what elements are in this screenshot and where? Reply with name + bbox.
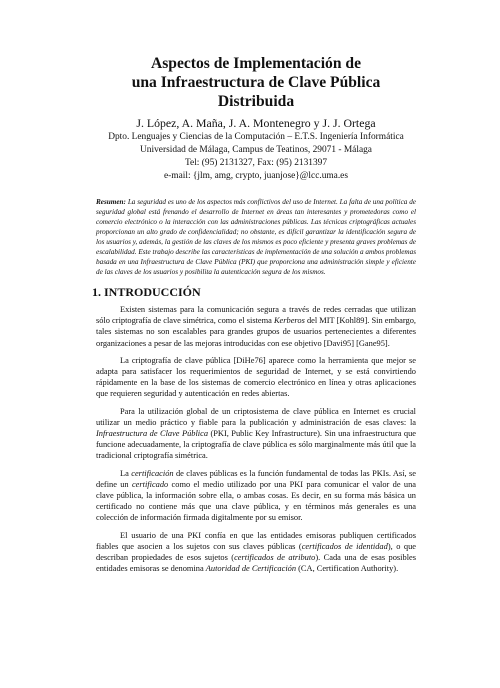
paragraph-emphasis: Kerberos <box>273 316 305 326</box>
paragraph-text: Existen sistemas para la comunicación segura a través de redes cerradas que utilizan sólo criptografía de clave simétrica, como el sistema <box>96 305 416 326</box>
paragraph-text: de claves públicas es la función fundamental de todas las PKIs. Así, se define un <box>96 468 416 489</box>
abstract <box>96 197 416 277</box>
affiliation-department: Dpto. Lenguajes y Ciencias de la Computación – E.T.S. Ingeniería Informática <box>108 132 404 142</box>
affiliation-phone: Tel: (95) 2131327, Fax: (95) 2131397 <box>184 158 328 168</box>
paragraph-5 <box>96 530 416 575</box>
title-line-2: una Infraestructura de Clave Pública Distribuida <box>131 74 381 110</box>
paragraph-4 <box>96 468 416 524</box>
section-title: INTRODUCCIÓN <box>104 285 201 299</box>
paragraph-text: La <box>120 468 132 478</box>
affiliation-block <box>96 131 416 183</box>
paragraph-emphasis: certificación <box>131 468 174 478</box>
section-heading <box>92 285 416 300</box>
paragraph-text: Para la utilización global de un criptosistema de clave pública en Internet es crucial utilizar un medio práctico y fiable para la publicación y administración de esas claves: la <box>96 406 416 427</box>
paragraph-text: (CA, Certification Authority). <box>296 564 399 574</box>
paragraph-emphasis: Autoridad de Certificación <box>205 564 297 574</box>
paragraph-emphasis: certificado <box>131 479 169 489</box>
paper-title <box>96 54 416 111</box>
paragraph-text: El usuario de una PKI confía en que las entidades emisoras publiquen certificados fiables que asocien a los sujetos con sus claves públicas ( <box>96 530 416 551</box>
paper-page <box>92 54 417 580</box>
title-line-1: Aspectos de Implementación de <box>150 55 362 72</box>
paragraph-1 <box>96 304 416 349</box>
paragraph-text: ). Cada una de esas posibles entidades emisoras se denomina <box>96 553 417 574</box>
paragraph-emphasis: Infraestructura de Clave Pública <box>96 429 209 439</box>
paragraph-text: (PKI, Public Key Infrastructure). Sin una infraestructura que funcione adecuadamente, la criptografía de clave pública es sólo marginalmente más útil que la tradicional criptografía simétrica. <box>96 429 417 461</box>
paragraph-emphasis: certificados de identidad <box>301 541 388 551</box>
paragraph-emphasis: certificados de atributo <box>234 553 316 563</box>
paragraph-text: La criptografía de clave pública [DiHe76] aparece como la herramienta que mejor se adapta para satisfacer los requerimientos de seguridad de Internet, y se está convirtiendo rápidamente en la base de los sistemas de comercio electrónico en línea y otras aplicaciones que requieren seguridad y autenticación en redes abiertas. <box>96 355 416 399</box>
paragraph-2 <box>96 355 416 400</box>
abstract-label: Resumen: <box>96 198 126 206</box>
abstract-text: La seguridad es uno de los aspectos más conflictivos del uso de Internet. La falta de una política de seguridad global está frenando el desarrollo de Internet en áreas tan interesantes y prometedoras como el comercio electrónico o la interacción con las administraciones públicas. Las técnicas criptográficas actuales proporcionan un alto grado de confidencialidad; no obstante, es difícil garantizar la identificación segura de los usuarios y, además, la gestión de las claves de los mismos es poco eficiente y presenta graves problemas de escalabilidad. Este trabajo describe las características de implementación de una solución a ambos problemas basada en una Infraestructura de Clave Pública (PKI) que proporciona una administración simple y eficiente de las claves de los usuarios y posibilita la autenticación segura de los mismos. <box>96 198 416 276</box>
paragraph-text: como el medio utilizado por una PKI para comunicar el valor de una clave pública, la información sobre ella, o ambas cosas. Es decir, en su forma más básica un certificado no contiene más que una clave pública, y en términos más generales es una colección de información firmada digitalmente por su emisor. <box>96 479 416 523</box>
section-number: 1. <box>92 285 101 299</box>
author-list: J. López, A. Maña, J. A. Montenegro y J. J. Ortega <box>136 116 376 130</box>
paragraph-text: del MIT [Kohl89]. Sin embargo, tales sistemas no son escalables para grandes grupos de usuarios pertenecientes a diferentes organizaciones a pesar de las mejoras introducidas con ese objetivo [Davi95] [Gane95]. <box>96 316 416 348</box>
paragraph-text: ), o que describan propiedades de esos sujetos ( <box>96 541 416 563</box>
affiliation-university: Universidad de Málaga, Campus de Teatinos, 29071 - Málaga <box>140 145 372 155</box>
paragraph-3 <box>96 406 416 462</box>
affiliation-email: e-mail: {jlm, amg, crypto, juanjose}@lcc.uma.es <box>164 171 348 181</box>
